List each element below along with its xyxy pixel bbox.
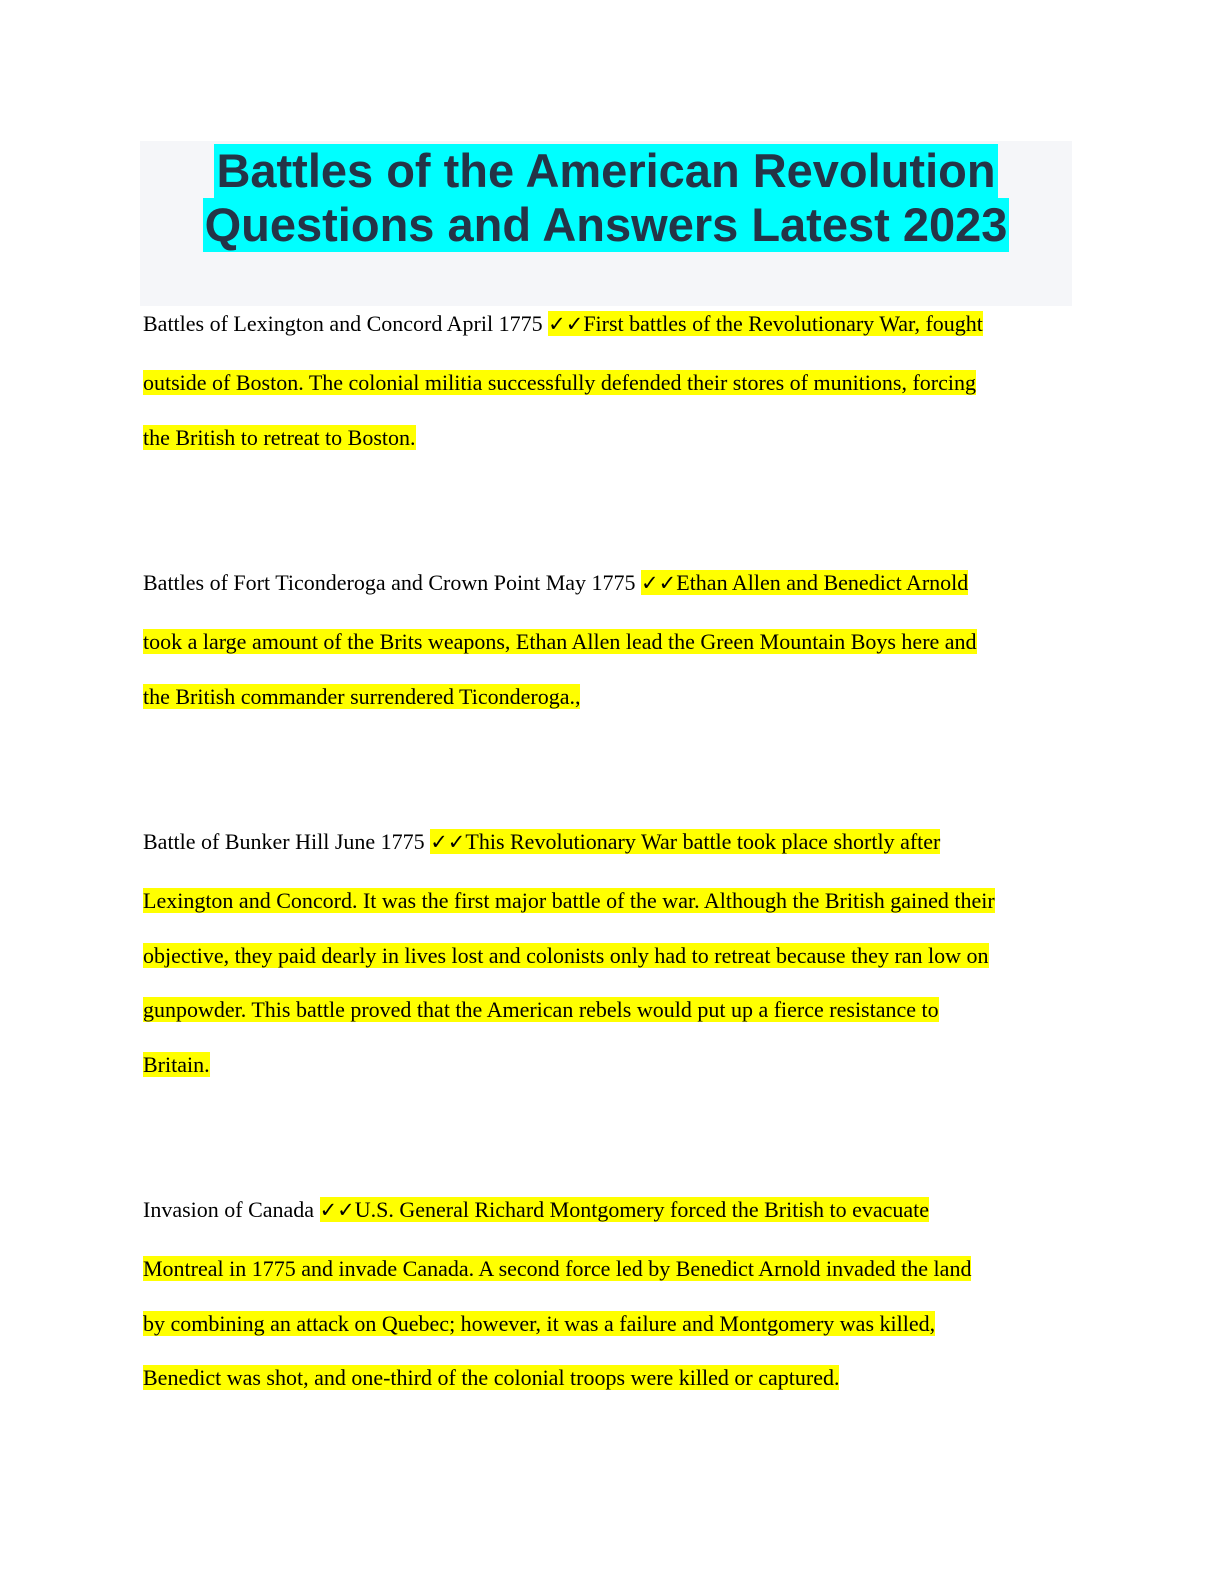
qa-line [143, 682, 580, 712]
qa-line [143, 1363, 839, 1393]
answer-text: took a large amount of the Brits weapons, Ethan Allen lead the Green Mountain Boys here and [143, 629, 977, 654]
qa-line [143, 423, 416, 453]
qa-line [143, 568, 968, 598]
answer-highlight [641, 570, 968, 595]
answer-highlight [548, 311, 983, 336]
qa-line [143, 309, 983, 339]
qa-line [143, 1195, 929, 1225]
answer-text: This Revolutionary War battle took place shortly after [465, 829, 941, 854]
double-check-icon: ✓✓ [641, 571, 677, 595]
question-text: Invasion of Canada [143, 1197, 320, 1222]
answer-text: the British to retreat to Boston. [143, 425, 416, 450]
answer-highlight [320, 1197, 929, 1222]
answer-text: First battles of the Revolutionary War, fought [583, 311, 983, 336]
qa-line [143, 1309, 935, 1339]
qa-line [143, 627, 977, 657]
question-text: Battles of Lexington and Concord April 1775 [143, 311, 549, 336]
answer-text: Britain. [143, 1052, 210, 1077]
double-check-icon: ✓✓ [430, 830, 466, 854]
qa-line [143, 368, 976, 398]
qa-line [143, 1050, 210, 1080]
answer-highlight [430, 829, 940, 854]
answer-text: the British commander surrendered Ticonderoga., [143, 684, 581, 709]
answer-text: objective, they paid dearly in lives lost and colonists only had to retreat because they ran low on [143, 943, 989, 968]
answer-text: Benedict was shot, and one-third of the colonial troops were killed or captured. [143, 1365, 840, 1390]
document-title-line-1: Battles of the American Revolution [216, 144, 996, 197]
document-title-line-2: Questions and Answers Latest 2023 [204, 198, 1008, 251]
document-title-block [140, 141, 1072, 306]
answer-text: Ethan Allen and Benedict Arnold [676, 570, 969, 595]
answer-text: Montreal in 1775 and invade Canada. A second force led by Benedict Arnold invaded the land [143, 1256, 972, 1281]
double-check-icon: ✓✓ [548, 312, 584, 336]
qa-line [143, 886, 995, 916]
answer-text: outside of Boston. The colonial militia successfully defended their stores of munitions, forcing [143, 370, 976, 395]
answer-text: Lexington and Concord. It was the first major battle of the war. Although the British gained their [143, 888, 995, 913]
answer-text: by combining an attack on Quebec; however, it was a failure and Montgomery was killed, [143, 1311, 936, 1336]
qa-line [143, 827, 940, 857]
answer-text: U.S. General Richard Montgomery forced the British to evacuate [354, 1197, 930, 1222]
qa-line [143, 995, 939, 1025]
answer-text: gunpowder. This battle proved that the American rebels would put up a fierce resistance to [143, 997, 939, 1022]
qa-line [143, 1254, 971, 1284]
question-text: Battle of Bunker Hill June 1775 [143, 829, 431, 854]
question-text: Battles of Fort Ticonderoga and Crown Point May 1775 [143, 570, 642, 595]
qa-line [143, 941, 989, 971]
double-check-icon: ✓✓ [319, 1198, 355, 1222]
